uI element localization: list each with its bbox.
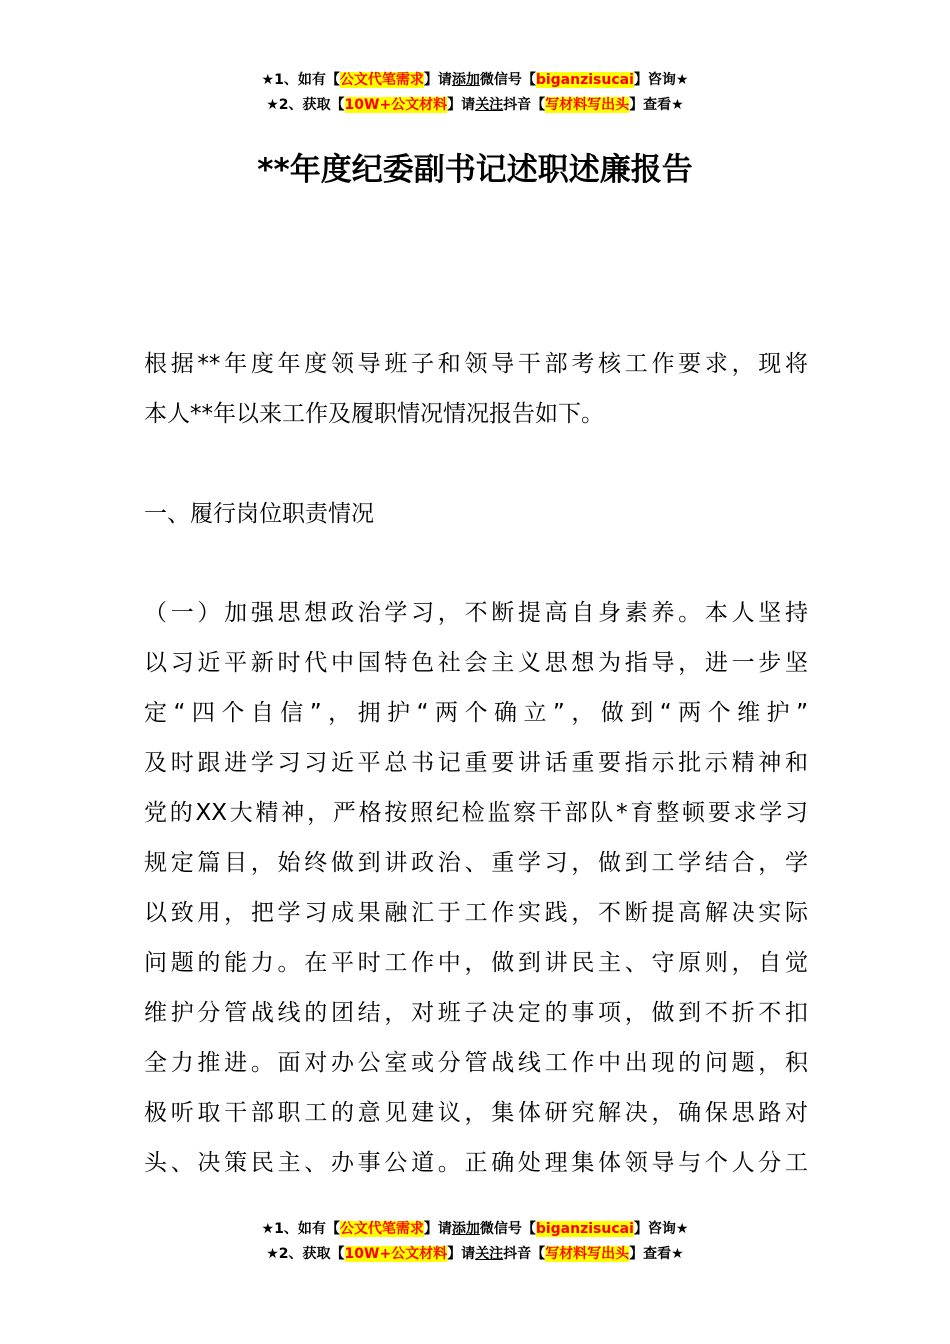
promo-highlight-douyin-id: 写材料写出头 [545,1246,630,1262]
promo-underline: 关注 [475,1246,504,1262]
promo-highlight-wechat-id: biganzisucai [535,72,634,88]
promo-text: 微信号【 [479,72,536,88]
paragraph-line: 极听取干部职工的意见建议，集体研究解决，确保思路对 [144,1100,808,1126]
paragraph-line: 本人**年以来工作及履职情况情况报告如下。 [144,401,604,427]
promo-highlight-douyin-id: 写材料写出头 [545,97,630,113]
promo-text: 】咨询★ [633,1221,689,1237]
paragraph-line: 以习近平新时代中国特色社会主义思想为指导，进一步坚 [144,650,808,676]
intro-paragraph [144,339,808,439]
promo-highlight: 公文代笔需求 [339,1221,424,1237]
promo-highlight-wechat-id: biganzisucai [535,1221,634,1237]
section-heading [144,489,808,539]
paragraph-line: 定“四个自信”，拥护“两个确立”，做到“两个维护” [144,700,808,726]
paragraph-line: 以致用，把学习成果融汇于工作实践，不断提高解决实际 [144,900,808,926]
promo-underline: 关注 [475,97,504,113]
promo-underline: 添加 [451,72,480,88]
paragraph-line: 维护分管战线的团结，对班子决定的事项，做到不折不扣 [144,1000,808,1026]
paragraph-line: 规定篇目，始终做到讲政治、重学习，做到工学结合，学 [144,850,808,876]
promo-text: 抖音【 [503,1246,546,1262]
paragraph-line: 党的XX大精神，严格按照纪检监察干部队*育整顿要求学习 [144,800,808,826]
promo-highlight: 10W+公文材料 [344,97,448,113]
promo-line-2 [0,93,950,118]
promo-text: 微信号【 [479,1221,536,1237]
promo-text: ★1、如有【 [261,1221,340,1237]
promo-underline: 添加 [451,1221,480,1237]
promo-text: 】请 [423,1221,452,1237]
promo-text: 】查看★ [629,97,684,113]
promo-text: 】咨询★ [633,72,689,88]
promo-line-1 [0,1217,950,1242]
promo-highlight: 公文代笔需求 [339,72,424,88]
paragraph-line: 根据**年度年度领导班子和领导干部考核工作要求，现将 [144,351,808,377]
promo-text: 】请 [447,1246,476,1262]
paragraph-line: （一）加强思想政治学习，不断提高自身素养。本人坚持 [144,600,808,626]
promo-footer [0,1217,950,1267]
paragraph-line: 头、决策民主、办事公道。正确处理集体领导与个人分工 [144,1150,808,1176]
paragraph-line: 全力推进。面对办公室或分管战线工作中出现的问题，积 [144,1050,808,1076]
promo-text: ★1、如有【 [261,72,340,88]
document-title: **年度纪委副书记述职述廉报告 [257,152,693,188]
promo-header [0,68,950,118]
body-paragraph [144,588,808,1188]
promo-text: 】请 [423,72,452,88]
promo-text: 】请 [447,97,476,113]
paragraph-line: 及时跟进学习习近平总书记重要讲话重要指示批示精神和 [144,750,808,776]
promo-text: ★2、获取【 [266,1246,345,1262]
promo-line-2 [0,1242,950,1267]
promo-line-1 [0,68,950,93]
section-heading-text: 一、履行岗位职责情况 [144,501,374,527]
promo-highlight: 10W+公文材料 [344,1246,448,1262]
promo-text: ★2、获取【 [266,97,345,113]
promo-text: 抖音【 [503,97,546,113]
paragraph-line: 问题的能力。在平时工作中，做到讲民主、守原则，自觉 [144,950,808,976]
promo-text: 】查看★ [629,1246,684,1262]
